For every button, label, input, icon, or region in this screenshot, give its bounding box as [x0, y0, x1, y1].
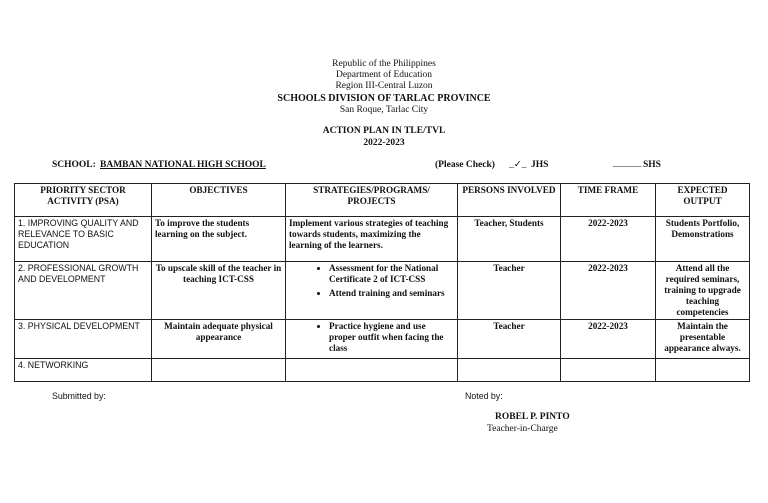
table-row	[15, 217, 750, 262]
signatory-name: ROBEL P. PINTO	[495, 412, 570, 422]
header-line-address: San Roque, Tarlac City	[339, 105, 429, 115]
table-row	[15, 262, 750, 320]
document-year: 2022-2023	[363, 138, 405, 148]
strategies-cell: Implement various strategies of teaching towards students, maximizing the learning of the learners.	[286, 217, 458, 262]
output-cell: Students Portfolio, Demonstrations	[656, 217, 750, 262]
strategies-cell	[286, 320, 458, 359]
objectives-cell: Maintain adequate physical appearance	[152, 320, 286, 359]
time-frame-cell	[561, 359, 656, 382]
psa-cell: 2. PROFESSIONAL GROWTH AND DEVELOPMENT	[15, 262, 152, 320]
header-line-region: Region III-Central Luzon	[335, 81, 433, 91]
psa-cell: 3. PHYSICAL DEVELOPMENT	[15, 320, 152, 359]
submitted-by-label: Submitted by:	[52, 391, 106, 401]
header-line-department: Department of Education	[335, 70, 433, 80]
jhs-label: JHS	[531, 160, 549, 170]
document-title: ACTION PLAN IN TLE/TVL	[322, 126, 446, 136]
output-cell: Attend all the required seminars, training to upgrade teaching competencies	[656, 262, 750, 320]
school-label: SCHOOL:	[52, 160, 96, 170]
persons-cell: Teacher	[458, 320, 561, 359]
time-frame-cell: 2022-2023	[561, 217, 656, 262]
strategies-cell	[286, 359, 458, 382]
signatory-position: Teacher-in-Charge	[487, 424, 558, 434]
list-item: • Practice hygiene and use proper outfit when facing the class	[329, 321, 454, 354]
school-name: BAMBAN NATIONAL HIGH SCHOOL	[100, 160, 266, 170]
strategies-cell	[286, 262, 458, 320]
action-plan-table	[14, 183, 750, 382]
col-header-output: EXPECTED OUTPUT	[656, 184, 750, 217]
shs-label: SHS	[643, 160, 661, 170]
psa-cell: 1. IMPROVING QUALITY AND RELEVANCE TO BASIC EDUCATION	[15, 217, 152, 262]
strategies-list	[289, 321, 454, 354]
time-frame-cell: 2022-2023	[561, 262, 656, 320]
noted-by-label: Noted by:	[465, 391, 503, 401]
table-row	[15, 320, 750, 359]
output-cell: Maintain the presentable appearance always.	[656, 320, 750, 359]
psa-cell: 4. NETWORKING	[15, 359, 152, 382]
jhs-checkmark: _✓_	[509, 160, 527, 170]
header-line-division: SCHOOLS DIVISION OF TARLAC PROVINCE	[277, 93, 491, 104]
objectives-cell: To upscale skill of the teacher in teaching ICT-CSS	[152, 262, 286, 320]
table-row	[15, 359, 750, 382]
col-header-strategies: STRATEGIES/PROGRAMS/ PROJECTS	[286, 184, 458, 217]
persons-cell: Teacher, Students	[458, 217, 561, 262]
time-frame-cell: 2022-2023	[561, 320, 656, 359]
col-header-psa: PRIORITY SECTOR ACTIVITY (PSA)	[15, 184, 152, 217]
objectives-cell	[152, 359, 286, 382]
persons-cell: Teacher	[458, 262, 561, 320]
objectives-cell: To improve the students learning on the subject.	[152, 217, 286, 262]
col-header-persons: PERSONS INVOLVED	[458, 184, 561, 217]
check-label: (Please Check)	[435, 160, 495, 170]
table-header-row	[15, 184, 750, 217]
col-header-objectives: OBJECTIVES	[152, 184, 286, 217]
persons-cell	[458, 359, 561, 382]
list-item: • Assessment for the National Certificate 2 of ICT-CSS	[329, 263, 454, 285]
list-item: • Attend training and seminars	[329, 288, 454, 299]
col-header-time-frame: TIME FRAME	[561, 184, 656, 217]
output-cell	[656, 359, 750, 382]
header-line-republic: Republic of the Philippines	[332, 59, 436, 69]
shs-blank: ______	[613, 159, 642, 169]
strategies-list	[289, 263, 454, 299]
